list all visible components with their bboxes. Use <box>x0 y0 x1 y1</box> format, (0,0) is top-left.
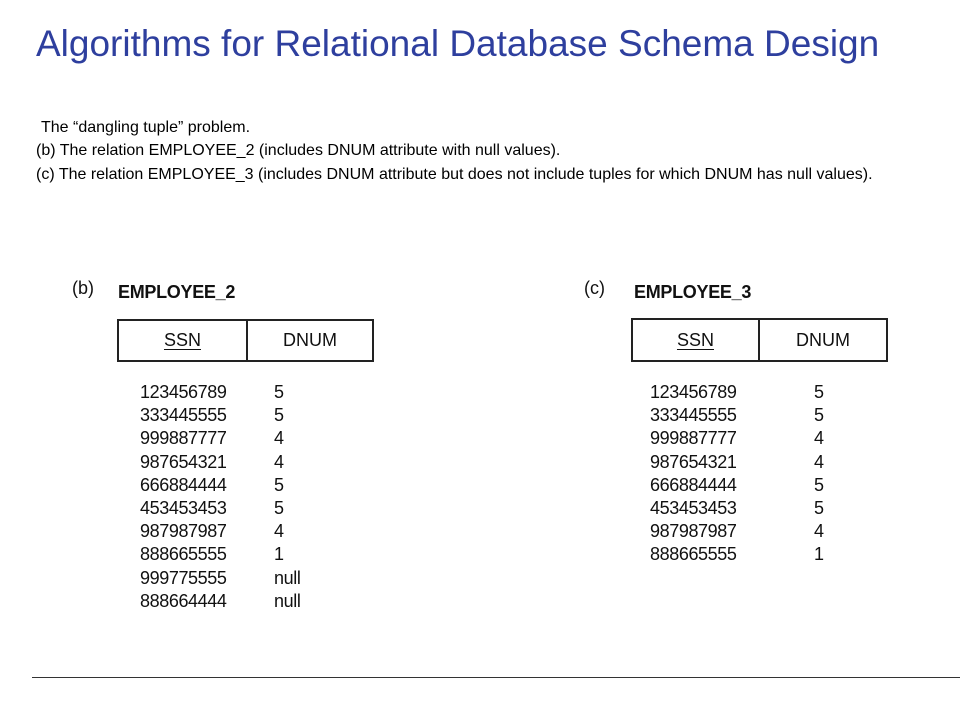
dnum-value: 5 <box>274 474 284 495</box>
ssn-value: 999887777 <box>650 428 737 449</box>
ssn-value: 453453453 <box>650 497 737 518</box>
dnum-value: 5 <box>274 497 284 518</box>
ssn-value: 999775555 <box>140 567 227 588</box>
table-row <box>650 428 870 451</box>
table-row <box>140 544 360 567</box>
dnum-value: 4 <box>274 451 284 472</box>
table-row <box>650 475 870 498</box>
table-row <box>650 521 870 544</box>
table-row <box>140 405 360 428</box>
dnum-value: 1 <box>274 544 284 565</box>
employee2-tag: (b) <box>72 278 94 298</box>
employee3-header-dnum <box>760 320 886 360</box>
table-row <box>140 452 360 475</box>
table-row <box>650 405 870 428</box>
description-line-3: (c) The relation EMPLOYEE_3 (includes DNUM attribute but does not include tuples for which DNUM has null values). <box>36 166 873 183</box>
dnum-value: 4 <box>274 428 284 449</box>
table-row <box>140 568 360 591</box>
ssn-value: 333445555 <box>140 405 227 426</box>
ssn-value: 666884444 <box>140 474 227 495</box>
employee3-header-ssn <box>633 320 760 360</box>
dnum-value: 5 <box>274 382 284 402</box>
table-row <box>140 382 360 405</box>
dnum-value: 5 <box>814 474 824 495</box>
description-line-2: (b) The relation EMPLOYEE_2 (includes DNUM attribute with null values). <box>36 142 561 159</box>
employee3-name: EMPLOYEE_3 <box>634 282 752 302</box>
dnum-value: 4 <box>814 521 824 542</box>
table-row <box>650 544 870 567</box>
dnum-value: 4 <box>814 451 824 472</box>
ssn-value: 987654321 <box>140 451 227 472</box>
footer-divider <box>32 677 960 678</box>
dnum-value: 4 <box>274 521 284 542</box>
table-row <box>140 591 360 614</box>
ssn-value: 888665555 <box>650 544 737 565</box>
employee3-header <box>631 318 888 362</box>
table-row <box>140 498 360 521</box>
dnum-value: 5 <box>814 382 824 402</box>
ssn-value: 987987987 <box>650 521 737 542</box>
dnum-value: 4 <box>814 428 824 449</box>
description-line-1: The “dangling tuple” problem. <box>41 119 251 136</box>
dnum-value: null <box>274 567 301 588</box>
dnum-value: 5 <box>814 405 824 426</box>
employee3-tag: (c) <box>584 278 605 298</box>
table-row <box>140 428 360 451</box>
employee3-dnum-label: DNUM <box>796 329 850 350</box>
slide-description <box>36 117 936 187</box>
table-row <box>650 498 870 521</box>
table-row <box>650 382 870 405</box>
dnum-value: null <box>274 590 301 611</box>
ssn-value: 666884444 <box>650 474 737 495</box>
ssn-value: 123456789 <box>140 382 227 402</box>
ssn-value: 333445555 <box>650 405 737 426</box>
employee2-header-dnum <box>248 321 372 360</box>
ssn-value: 987987987 <box>140 521 227 542</box>
slide-title: Algorithms for Relational Database Schema Design <box>36 23 880 64</box>
ssn-value: 123456789 <box>650 382 737 402</box>
ssn-value: 888664444 <box>140 590 227 611</box>
table-row <box>140 521 360 544</box>
employee3-ssn-label: SSN <box>676 329 714 350</box>
employee2-dnum-label: DNUM <box>283 330 337 350</box>
employee2-header-ssn <box>119 321 248 360</box>
table-row <box>140 475 360 498</box>
employee2-header <box>117 319 374 362</box>
ssn-value: 888665555 <box>140 544 227 565</box>
dnum-value: 5 <box>814 497 824 518</box>
employee2-ssn-label: SSN <box>163 330 201 350</box>
employee2-rows <box>140 382 360 614</box>
ssn-value: 453453453 <box>140 497 227 518</box>
ssn-value: 987654321 <box>650 451 737 472</box>
dnum-value: 5 <box>274 405 284 426</box>
table-row <box>650 452 870 475</box>
ssn-value: 999887777 <box>140 428 227 449</box>
employee3-rows <box>650 382 870 568</box>
dnum-value: 1 <box>814 544 824 565</box>
employee2-name: EMPLOYEE_2 <box>118 282 236 302</box>
